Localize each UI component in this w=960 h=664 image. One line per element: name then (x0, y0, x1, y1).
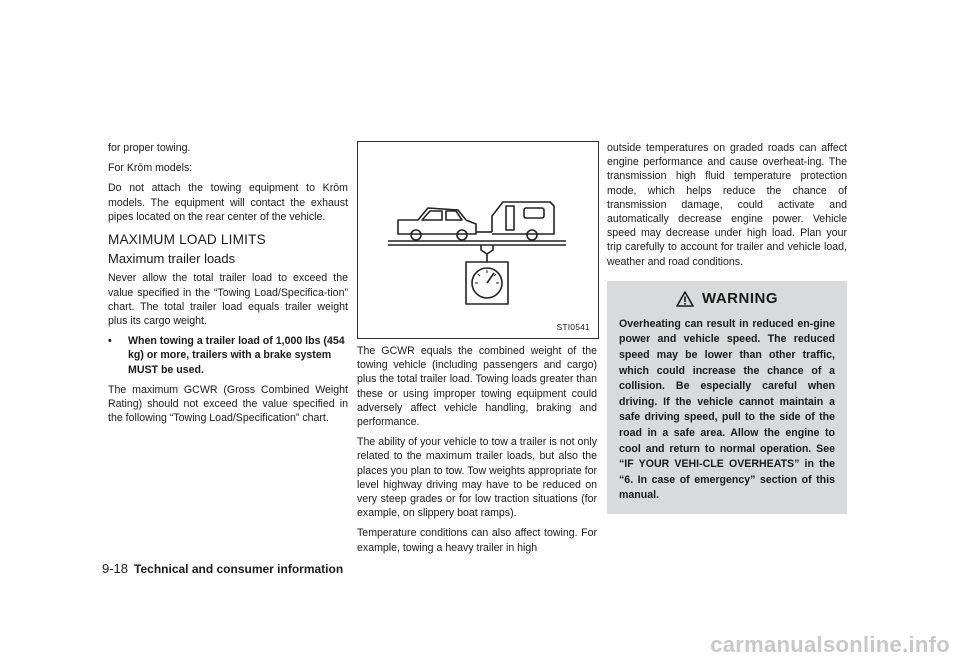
section-title: Technical and consumer information (134, 562, 344, 576)
bullet-text: When towing a trailer load of 1,000 lbs (454 kg) or more, trailers with a brake system MUST be used. (128, 335, 345, 376)
warning-text: Overheating can result in reduced en-gine power and vehicle speed. The reduced speed may be lower than other traffic, which could increase the chance of a collision. Be especially careful when driving. If the vehicle cannot maintain a safe driving speed, pull to the side of the road in a safe area. Allow the engine to cool and return to normal operation. See “IF YOUR VEHI-CLE OVERHEATS” in the “6. In case of emergency” section of this manual. (619, 317, 835, 502)
figure-id: STI0541 (556, 322, 590, 332)
car-trailer-scale-drawing (358, 142, 598, 338)
car-wheel-front (411, 230, 421, 240)
paragraph-outside-temperatures: outside temperatures on graded roads can affect engine performance and cause overheat-ing. The transmission high fluid temperature protection mode, which helps reduce the chance of transmission damage, could activate and automatically decrease engine power. Vehicle speed may decrease under high load. Plan your trip carefully to account for trailer and vehicle load, weather and road conditions. (607, 142, 847, 268)
middle-column (357, 344, 597, 561)
warning-triangle-icon (676, 291, 694, 307)
paragraph-krom-warning: Do not attach the towing equipment to Krōm models. The equipment will contact the exhaust pipes located on the rear center of the vehicle. (108, 182, 348, 223)
paragraph-trailer-load: Never allow the total trailer load to exceed the value specified in the “Towing Load/Specifica-tion” chart. The total trailer load equals trailer weight plus its cargo weight. (108, 272, 348, 328)
paragraph-krom-models: For Krōm models: (108, 162, 193, 175)
trailer-door (506, 206, 514, 230)
paragraph-ability-to-tow: The ability of your vehicle to tow a trailer is not only related to the maximum trailer loads, but also the places you plan to tow. Tow weights appropriate for level highway driving may have to be reduced on very steep grades or for low traction situations (for example, on slippery boat ramps). (357, 436, 597, 520)
paragraph-gcwr: The maximum GCWR (Gross Combined Weight Rating) should not exceed the value specified in the following “Towing Load/Specification” chart. (108, 383, 348, 425)
trailer-body (492, 202, 554, 234)
scale-post (481, 245, 493, 254)
left-column (108, 141, 348, 431)
towing-illustration (357, 141, 599, 339)
subheading-trailer-loads: Maximum trailer loads (108, 251, 236, 267)
page-footer (102, 561, 343, 576)
bullet-mark: • (108, 335, 112, 348)
warning-box (607, 281, 847, 514)
car-windows (422, 211, 462, 220)
warning-header (619, 291, 835, 307)
paragraph-gcwr-equals: The GCWR equals the combined weight of the towing vehicle (including passengers and cargo) plus the total trailer load. Towing loads greater than these or using improper towing equipment could adversely affect vehicle handling, braking and performance. (357, 345, 597, 429)
paragraph-proper-towing: for proper towing. (108, 142, 191, 154)
heading-max-load-limits: MAXIMUM LOAD LIMITS (108, 232, 266, 248)
watermark: carmanualsonline.info (710, 632, 950, 657)
warning-title: WARNING (702, 289, 778, 307)
bullet-brake-system (108, 334, 348, 377)
paragraph-temperature: Temperature conditions can also affect towing. For example, towing a heavy trailer in high (357, 527, 597, 554)
right-column (607, 141, 847, 514)
trailer-window (524, 208, 544, 218)
trailer-wheel (527, 230, 537, 240)
page-number: 9-18 (102, 561, 129, 576)
scale-needle (487, 273, 494, 283)
car-wheel-rear (457, 230, 467, 240)
